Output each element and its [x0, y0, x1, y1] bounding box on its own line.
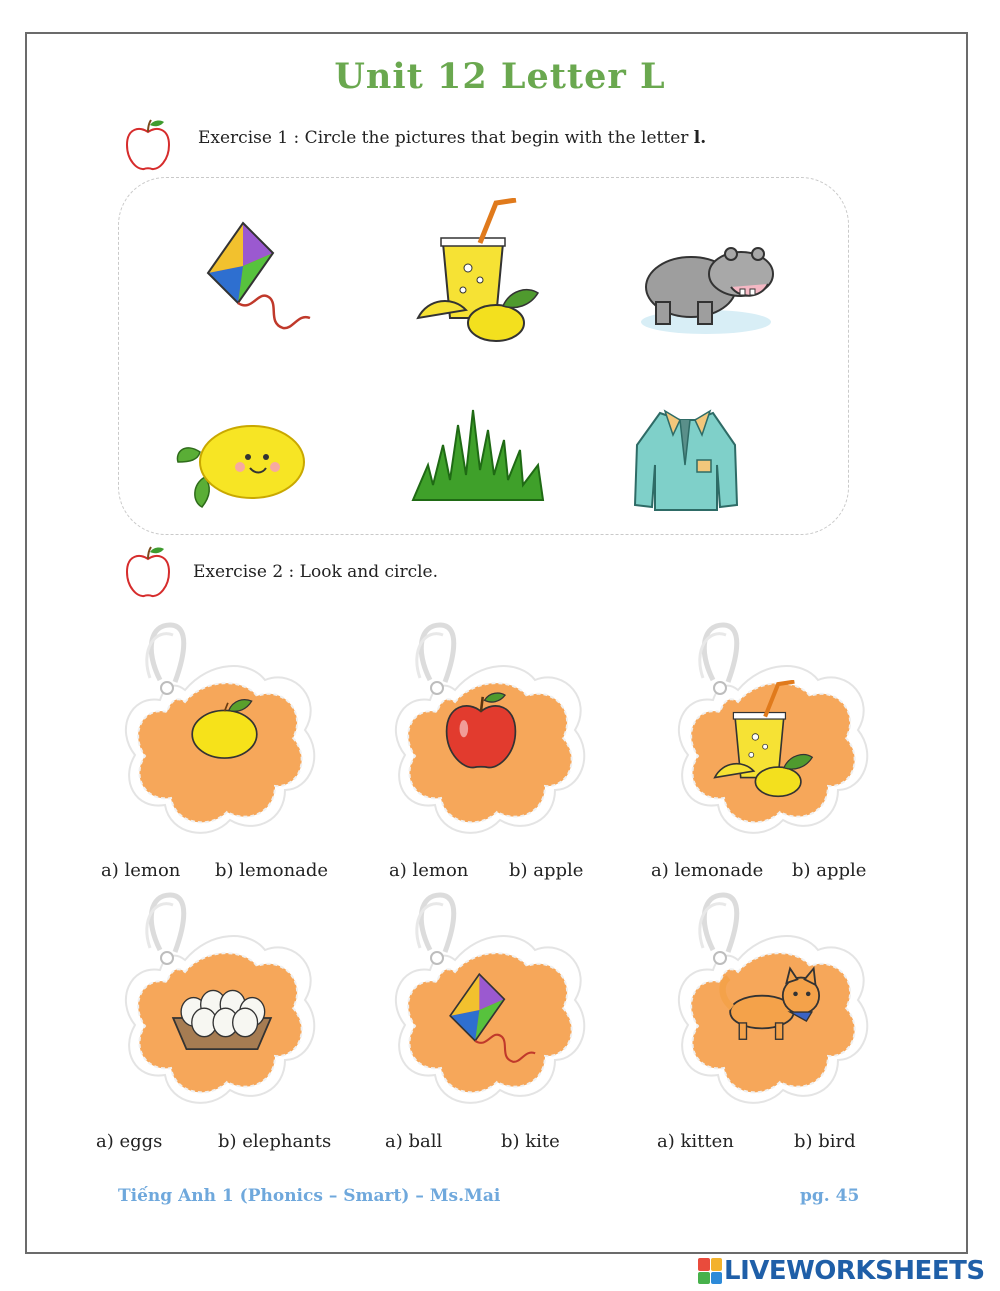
liveworksheets-brand-text: LIVEWORKSHEETS	[724, 1256, 985, 1286]
option-b[interactable]: b) apple	[792, 860, 867, 881]
option-a[interactable]: a) kitten	[657, 1131, 734, 1152]
page-title: Unit 12 Letter L	[334, 56, 666, 97]
lemon-picture	[182, 695, 267, 765]
lemonade-picture[interactable]	[408, 198, 548, 348]
footer-page-number: pg. 45	[800, 1186, 860, 1206]
red-apple-picture	[438, 688, 524, 778]
option-a[interactable]: a) lemon	[101, 860, 181, 881]
kite-picture	[440, 970, 552, 1070]
option-a[interactable]: a) lemon	[389, 860, 469, 881]
options-row-2	[0, 1131, 1000, 1157]
option-a[interactable]: a) eggs	[96, 1131, 163, 1152]
kite-picture[interactable]	[198, 218, 328, 338]
jacket-picture[interactable]	[625, 405, 745, 515]
liveworksheets-logo-icon	[698, 1258, 722, 1284]
option-b[interactable]: b) apple	[509, 860, 584, 881]
exercise-2-instruction: Exercise 2 : Look and circle.	[193, 562, 439, 582]
footer-book-title: Tiếng Anh 1 (Phonics – Smart) – Ms.Mai	[118, 1186, 501, 1206]
lemonade-picture	[706, 680, 821, 802]
exercise-1-instruction	[198, 128, 706, 148]
options-row-1	[0, 860, 1000, 886]
grass-picture[interactable]	[408, 405, 548, 505]
option-b[interactable]: b) lemonade	[215, 860, 329, 881]
apple-bullet-icon	[122, 545, 174, 601]
liveworksheets-logo[interactable]	[698, 1256, 985, 1286]
kitten-picture	[712, 965, 830, 1050]
lemon-picture[interactable]	[170, 412, 320, 512]
exercise-1-letter: l.	[693, 128, 707, 148]
option-b[interactable]: b) elephants	[218, 1131, 332, 1152]
exercise-1-label: Exercise 1 : Circle the pictures that begin with the letter	[198, 128, 694, 148]
eggs-picture	[168, 978, 276, 1058]
option-b[interactable]: b) kite	[501, 1131, 560, 1152]
apple-bullet-icon	[122, 118, 174, 174]
option-a[interactable]: a) ball	[385, 1131, 443, 1152]
option-a[interactable]: a) lemonade	[651, 860, 764, 881]
hippo-picture[interactable]	[636, 232, 786, 342]
option-b[interactable]: b) bird	[794, 1131, 856, 1152]
